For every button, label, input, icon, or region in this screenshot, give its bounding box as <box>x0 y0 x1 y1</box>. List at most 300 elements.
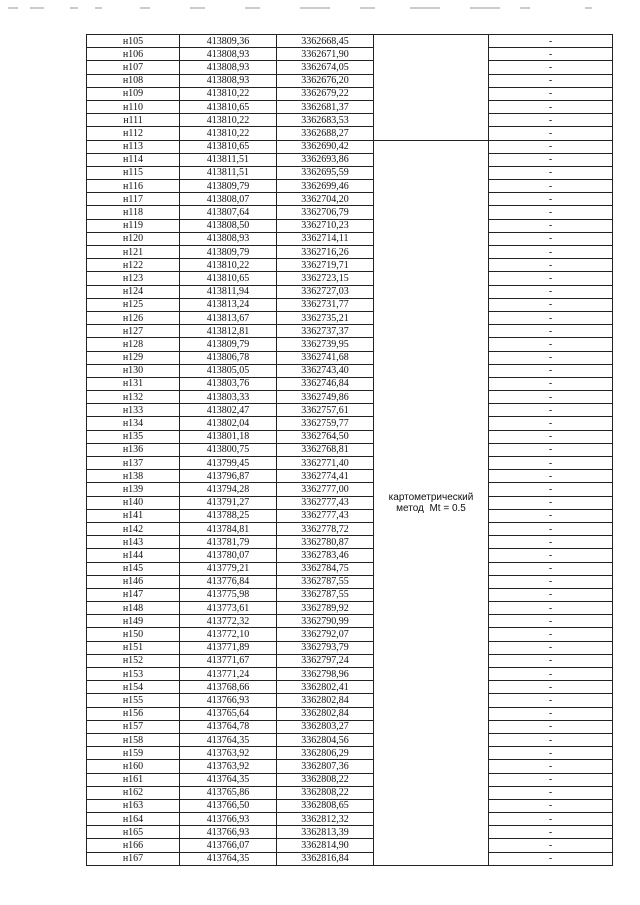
accuracy-cell: - <box>489 206 613 219</box>
x-coordinate-cell: 413799,45 <box>180 457 277 470</box>
table-row <box>87 325 613 338</box>
x-coordinate-cell: 413808,93 <box>180 61 277 74</box>
y-coordinate-cell: 3362808,22 <box>277 786 374 799</box>
y-coordinate-cell: 3362778,72 <box>277 522 374 535</box>
table-row <box>87 219 613 232</box>
y-coordinate-cell: 3362806,29 <box>277 747 374 760</box>
x-coordinate-cell: 413773,61 <box>180 602 277 615</box>
x-coordinate-cell: 413809,79 <box>180 338 277 351</box>
table-row <box>87 153 613 166</box>
y-coordinate-cell: 3362804,56 <box>277 733 374 746</box>
point-name-cell: н163 <box>87 799 180 812</box>
x-coordinate-cell: 413813,67 <box>180 311 277 324</box>
y-coordinate-cell: 3362757,61 <box>277 404 374 417</box>
y-coordinate-cell: 3362737,37 <box>277 325 374 338</box>
table-row <box>87 852 613 865</box>
y-coordinate-cell: 3362814,90 <box>277 839 374 852</box>
accuracy-cell: - <box>489 536 613 549</box>
x-coordinate-cell: 413808,93 <box>180 48 277 61</box>
table-row <box>87 48 613 61</box>
accuracy-cell: - <box>489 246 613 259</box>
table-row <box>87 338 613 351</box>
point-name-cell: н130 <box>87 364 180 377</box>
y-coordinate-cell: 3362807,36 <box>277 760 374 773</box>
accuracy-cell: - <box>489 364 613 377</box>
table-row <box>87 114 613 127</box>
accuracy-cell: - <box>489 760 613 773</box>
y-coordinate-cell: 3362731,77 <box>277 298 374 311</box>
x-coordinate-cell: 413810,22 <box>180 114 277 127</box>
table-row <box>87 457 613 470</box>
method-line-2: метод Mt = 0.5 <box>396 502 466 514</box>
table-row <box>87 232 613 245</box>
y-coordinate-cell: 3362803,27 <box>277 720 374 733</box>
y-coordinate-cell: 3362690,42 <box>277 140 374 153</box>
table-row <box>87 193 613 206</box>
x-coordinate-cell: 413801,18 <box>180 430 277 443</box>
point-name-cell: н141 <box>87 509 180 522</box>
x-coordinate-cell: 413768,66 <box>180 681 277 694</box>
point-name-cell: н106 <box>87 48 180 61</box>
table-row <box>87 377 613 390</box>
x-coordinate-cell: 413766,93 <box>180 813 277 826</box>
accuracy-cell: - <box>489 377 613 390</box>
point-name-cell: н149 <box>87 615 180 628</box>
table-row <box>87 733 613 746</box>
accuracy-cell: - <box>489 180 613 193</box>
accuracy-cell: - <box>489 496 613 509</box>
point-name-cell: н160 <box>87 760 180 773</box>
point-name-cell: н165 <box>87 826 180 839</box>
accuracy-cell: - <box>489 417 613 430</box>
point-name-cell: н127 <box>87 325 180 338</box>
y-coordinate-cell: 3362723,15 <box>277 272 374 285</box>
y-coordinate-cell: 3362764,50 <box>277 430 374 443</box>
y-coordinate-cell: 3362695,59 <box>277 166 374 179</box>
x-coordinate-cell: 413802,47 <box>180 404 277 417</box>
table-row <box>87 786 613 799</box>
point-name-cell: н121 <box>87 246 180 259</box>
y-coordinate-cell: 3362808,65 <box>277 799 374 812</box>
y-coordinate-cell: 3362743,40 <box>277 364 374 377</box>
y-coordinate-cell: 3362793,79 <box>277 641 374 654</box>
x-coordinate-cell: 413776,84 <box>180 575 277 588</box>
accuracy-cell: - <box>489 813 613 826</box>
table-row <box>87 74 613 87</box>
point-name-cell: н110 <box>87 100 180 113</box>
accuracy-cell: - <box>489 232 613 245</box>
point-name-cell: н120 <box>87 232 180 245</box>
y-coordinate-cell: 3362671,90 <box>277 48 374 61</box>
x-coordinate-cell: 413763,92 <box>180 760 277 773</box>
x-coordinate-cell: 413810,22 <box>180 259 277 272</box>
accuracy-cell: - <box>489 562 613 575</box>
y-coordinate-cell: 3362802,84 <box>277 694 374 707</box>
table-row <box>87 430 613 443</box>
accuracy-cell: - <box>489 259 613 272</box>
point-name-cell: н162 <box>87 786 180 799</box>
x-coordinate-cell: 413809,79 <box>180 180 277 193</box>
point-name-cell: н161 <box>87 773 180 786</box>
table-row <box>87 549 613 562</box>
point-name-cell: н167 <box>87 852 180 865</box>
table-row <box>87 35 613 48</box>
point-name-cell: н166 <box>87 839 180 852</box>
point-name-cell: н137 <box>87 457 180 470</box>
point-name-cell: н113 <box>87 140 180 153</box>
point-name-cell: н154 <box>87 681 180 694</box>
table-row <box>87 364 613 377</box>
accuracy-cell: - <box>489 127 613 140</box>
accuracy-cell: - <box>489 852 613 865</box>
accuracy-cell: - <box>489 298 613 311</box>
accuracy-cell: - <box>489 153 613 166</box>
accuracy-cell: - <box>489 351 613 364</box>
table-row <box>87 391 613 404</box>
y-coordinate-cell: 3362714,11 <box>277 232 374 245</box>
x-coordinate-cell: 413811,94 <box>180 285 277 298</box>
method-line-1: картометрический <box>388 491 474 503</box>
accuracy-cell: - <box>489 826 613 839</box>
x-coordinate-cell: 413765,64 <box>180 707 277 720</box>
coordinates-table-body <box>87 35 613 866</box>
table-row <box>87 813 613 826</box>
x-coordinate-cell: 413811,51 <box>180 153 277 166</box>
point-name-cell: н134 <box>87 417 180 430</box>
accuracy-cell: - <box>489 694 613 707</box>
table-row <box>87 166 613 179</box>
table-row <box>87 720 613 733</box>
point-name-cell: н136 <box>87 443 180 456</box>
table-row <box>87 272 613 285</box>
accuracy-cell: - <box>489 35 613 48</box>
accuracy-cell: - <box>489 733 613 746</box>
point-name-cell: н125 <box>87 298 180 311</box>
x-coordinate-cell: 413765,86 <box>180 786 277 799</box>
point-name-cell: н119 <box>87 219 180 232</box>
accuracy-cell: - <box>489 654 613 667</box>
table-row <box>87 588 613 601</box>
x-coordinate-cell: 413766,93 <box>180 694 277 707</box>
y-coordinate-cell: 3362783,46 <box>277 549 374 562</box>
y-coordinate-cell: 3362808,22 <box>277 773 374 786</box>
accuracy-cell: - <box>489 588 613 601</box>
table-row <box>87 641 613 654</box>
y-coordinate-cell: 3362787,55 <box>277 575 374 588</box>
point-name-cell: н111 <box>87 114 180 127</box>
accuracy-cell: - <box>489 549 613 562</box>
x-coordinate-cell: 413810,65 <box>180 140 277 153</box>
y-coordinate-cell: 3362668,45 <box>277 35 374 48</box>
x-coordinate-cell: 413771,67 <box>180 654 277 667</box>
table-row <box>87 681 613 694</box>
table-row <box>87 707 613 720</box>
x-coordinate-cell: 413788,25 <box>180 509 277 522</box>
x-coordinate-cell: 413803,76 <box>180 377 277 390</box>
table-row <box>87 100 613 113</box>
x-coordinate-cell: 413808,50 <box>180 219 277 232</box>
x-coordinate-cell: 413780,07 <box>180 549 277 562</box>
x-coordinate-cell: 413766,93 <box>180 826 277 839</box>
x-coordinate-cell: 413809,36 <box>180 35 277 48</box>
x-coordinate-cell: 413796,87 <box>180 470 277 483</box>
x-coordinate-cell: 413779,21 <box>180 562 277 575</box>
accuracy-cell: - <box>489 839 613 852</box>
y-coordinate-cell: 3362802,84 <box>277 707 374 720</box>
point-name-cell: н107 <box>87 61 180 74</box>
accuracy-cell: - <box>489 166 613 179</box>
y-coordinate-cell: 3362780,87 <box>277 536 374 549</box>
table-row <box>87 628 613 641</box>
point-name-cell: н150 <box>87 628 180 641</box>
accuracy-cell: - <box>489 747 613 760</box>
accuracy-cell: - <box>489 483 613 496</box>
x-coordinate-cell: 413800,75 <box>180 443 277 456</box>
accuracy-cell: - <box>489 707 613 720</box>
table-row <box>87 246 613 259</box>
table-row <box>87 615 613 628</box>
accuracy-cell: - <box>489 219 613 232</box>
y-coordinate-cell: 3362749,86 <box>277 391 374 404</box>
point-name-cell: н129 <box>87 351 180 364</box>
table-row <box>87 496 613 509</box>
accuracy-cell: - <box>489 404 613 417</box>
point-name-cell: н114 <box>87 153 180 166</box>
x-coordinate-cell: 413807,64 <box>180 206 277 219</box>
point-name-cell: н152 <box>87 654 180 667</box>
x-coordinate-cell: 413784,81 <box>180 522 277 535</box>
x-coordinate-cell: 413810,65 <box>180 100 277 113</box>
table-row <box>87 417 613 430</box>
y-coordinate-cell: 3362719,71 <box>277 259 374 272</box>
table-row <box>87 575 613 588</box>
point-name-cell: н153 <box>87 668 180 681</box>
table-row <box>87 127 613 140</box>
table-row <box>87 285 613 298</box>
point-name-cell: н156 <box>87 707 180 720</box>
x-coordinate-cell: 413766,50 <box>180 799 277 812</box>
x-coordinate-cell: 413763,92 <box>180 747 277 760</box>
x-coordinate-cell: 413764,35 <box>180 852 277 865</box>
table-row <box>87 760 613 773</box>
accuracy-cell: - <box>489 100 613 113</box>
y-coordinate-cell: 3362679,22 <box>277 87 374 100</box>
point-name-cell: н164 <box>87 813 180 826</box>
x-coordinate-cell: 413810,22 <box>180 127 277 140</box>
table-row <box>87 562 613 575</box>
y-coordinate-cell: 3362771,40 <box>277 457 374 470</box>
point-name-cell: н122 <box>87 259 180 272</box>
accuracy-cell: - <box>489 773 613 786</box>
table-row <box>87 483 613 496</box>
x-coordinate-cell: 413809,79 <box>180 246 277 259</box>
accuracy-cell: - <box>489 443 613 456</box>
table-row <box>87 140 613 153</box>
coordinates-table <box>86 34 613 866</box>
point-name-cell: н159 <box>87 747 180 760</box>
point-name-cell: н151 <box>87 641 180 654</box>
table-row <box>87 694 613 707</box>
table-row <box>87 404 613 417</box>
x-coordinate-cell: 413808,93 <box>180 74 277 87</box>
table-row <box>87 602 613 615</box>
accuracy-cell: - <box>489 391 613 404</box>
x-coordinate-cell: 413771,24 <box>180 668 277 681</box>
x-coordinate-cell: 413805,05 <box>180 364 277 377</box>
y-coordinate-cell: 3362693,86 <box>277 153 374 166</box>
point-name-cell: н109 <box>87 87 180 100</box>
point-name-cell: н138 <box>87 470 180 483</box>
point-name-cell: н148 <box>87 602 180 615</box>
x-coordinate-cell: 413808,93 <box>180 232 277 245</box>
x-coordinate-cell: 413766,07 <box>180 839 277 852</box>
table-row <box>87 668 613 681</box>
table-row <box>87 298 613 311</box>
table-row <box>87 654 613 667</box>
x-coordinate-cell: 413764,35 <box>180 773 277 786</box>
y-coordinate-cell: 3362727,03 <box>277 285 374 298</box>
y-coordinate-cell: 3362812,32 <box>277 813 374 826</box>
x-coordinate-cell: 413802,04 <box>180 417 277 430</box>
y-coordinate-cell: 3362768,81 <box>277 443 374 456</box>
point-name-cell: н108 <box>87 74 180 87</box>
y-coordinate-cell: 3362797,24 <box>277 654 374 667</box>
table-row <box>87 799 613 812</box>
table-row <box>87 773 613 786</box>
point-name-cell: н135 <box>87 430 180 443</box>
y-coordinate-cell: 3362802,41 <box>277 681 374 694</box>
y-coordinate-cell: 3362798,96 <box>277 668 374 681</box>
point-name-cell: н112 <box>87 127 180 140</box>
table-row <box>87 206 613 219</box>
y-coordinate-cell: 3362674,05 <box>277 61 374 74</box>
accuracy-cell: - <box>489 285 613 298</box>
point-name-cell: н139 <box>87 483 180 496</box>
x-coordinate-cell: 413808,07 <box>180 193 277 206</box>
y-coordinate-cell: 3362739,95 <box>277 338 374 351</box>
accuracy-cell: - <box>489 430 613 443</box>
accuracy-cell: - <box>489 48 613 61</box>
point-name-cell: н118 <box>87 206 180 219</box>
table-row <box>87 180 613 193</box>
x-coordinate-cell: 413812,81 <box>180 325 277 338</box>
table-row <box>87 536 613 549</box>
x-coordinate-cell: 413803,33 <box>180 391 277 404</box>
y-coordinate-cell: 3362792,07 <box>277 628 374 641</box>
point-name-cell: н124 <box>87 285 180 298</box>
accuracy-cell: - <box>489 457 613 470</box>
table-row <box>87 826 613 839</box>
accuracy-cell: - <box>489 470 613 483</box>
y-coordinate-cell: 3362746,84 <box>277 377 374 390</box>
point-name-cell: н140 <box>87 496 180 509</box>
x-coordinate-cell: 413810,65 <box>180 272 277 285</box>
x-coordinate-cell: 413771,89 <box>180 641 277 654</box>
x-coordinate-cell: 413772,10 <box>180 628 277 641</box>
accuracy-cell: - <box>489 615 613 628</box>
accuracy-cell: - <box>489 509 613 522</box>
y-coordinate-cell: 3362699,46 <box>277 180 374 193</box>
table-row <box>87 443 613 456</box>
y-coordinate-cell: 3362813,39 <box>277 826 374 839</box>
table-row <box>87 509 613 522</box>
table-row <box>87 470 613 483</box>
table-row <box>87 259 613 272</box>
point-name-cell: н142 <box>87 522 180 535</box>
accuracy-cell: - <box>489 114 613 127</box>
method-cell <box>374 140 489 865</box>
point-name-cell: н158 <box>87 733 180 746</box>
y-coordinate-cell: 3362816,84 <box>277 852 374 865</box>
point-name-cell: н155 <box>87 694 180 707</box>
point-name-cell: н145 <box>87 562 180 575</box>
x-coordinate-cell: 413806,78 <box>180 351 277 364</box>
y-coordinate-cell: 3362774,41 <box>277 470 374 483</box>
accuracy-cell: - <box>489 87 613 100</box>
y-coordinate-cell: 3362790,99 <box>277 615 374 628</box>
x-coordinate-cell: 413810,22 <box>180 87 277 100</box>
point-name-cell: н146 <box>87 575 180 588</box>
accuracy-cell: - <box>489 61 613 74</box>
x-coordinate-cell: 413781,79 <box>180 536 277 549</box>
point-name-cell: н117 <box>87 193 180 206</box>
y-coordinate-cell: 3362688,27 <box>277 127 374 140</box>
accuracy-cell: - <box>489 338 613 351</box>
x-coordinate-cell: 413764,35 <box>180 733 277 746</box>
point-name-cell: н131 <box>87 377 180 390</box>
y-coordinate-cell: 3362787,55 <box>277 588 374 601</box>
accuracy-cell: - <box>489 311 613 324</box>
accuracy-cell: - <box>489 799 613 812</box>
method-cell-empty <box>374 35 489 141</box>
x-coordinate-cell: 413772,32 <box>180 615 277 628</box>
point-name-cell: н147 <box>87 588 180 601</box>
accuracy-cell: - <box>489 575 613 588</box>
x-coordinate-cell: 413794,28 <box>180 483 277 496</box>
accuracy-cell: - <box>489 325 613 338</box>
point-name-cell: н133 <box>87 404 180 417</box>
point-name-cell: н105 <box>87 35 180 48</box>
point-name-cell: н132 <box>87 391 180 404</box>
accuracy-cell: - <box>489 140 613 153</box>
table-row <box>87 351 613 364</box>
accuracy-cell: - <box>489 193 613 206</box>
x-coordinate-cell: 413791,27 <box>180 496 277 509</box>
x-coordinate-cell: 413811,51 <box>180 166 277 179</box>
point-name-cell: н123 <box>87 272 180 285</box>
y-coordinate-cell: 3362777,43 <box>277 509 374 522</box>
accuracy-cell: - <box>489 628 613 641</box>
y-coordinate-cell: 3362710,23 <box>277 219 374 232</box>
table-row <box>87 522 613 535</box>
x-coordinate-cell: 413775,98 <box>180 588 277 601</box>
point-name-cell: н128 <box>87 338 180 351</box>
point-name-cell: н157 <box>87 720 180 733</box>
point-name-cell: н116 <box>87 180 180 193</box>
point-name-cell: н126 <box>87 311 180 324</box>
accuracy-cell: - <box>489 668 613 681</box>
accuracy-cell: - <box>489 74 613 87</box>
y-coordinate-cell: 3362716,26 <box>277 246 374 259</box>
y-coordinate-cell: 3362759,77 <box>277 417 374 430</box>
point-name-cell: н144 <box>87 549 180 562</box>
point-name-cell: н115 <box>87 166 180 179</box>
table-row <box>87 747 613 760</box>
y-coordinate-cell: 3362704,20 <box>277 193 374 206</box>
accuracy-cell: - <box>489 641 613 654</box>
y-coordinate-cell: 3362735,21 <box>277 311 374 324</box>
y-coordinate-cell: 3362681,37 <box>277 100 374 113</box>
